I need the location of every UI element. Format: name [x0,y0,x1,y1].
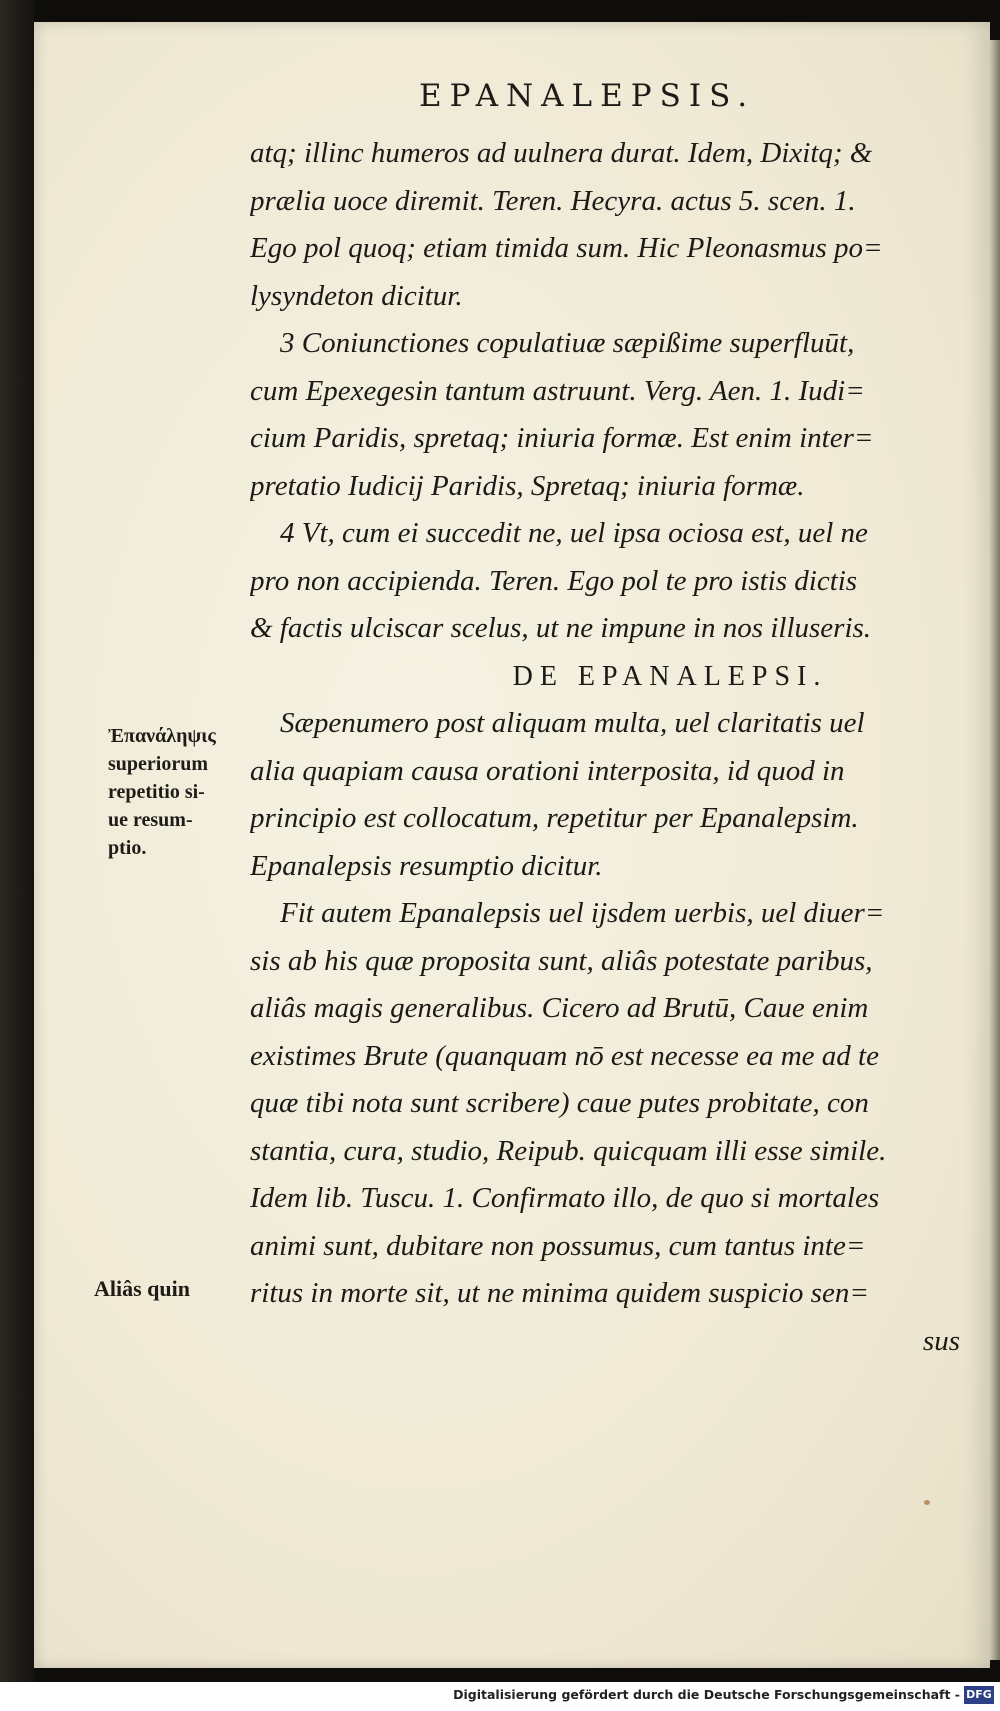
text-line: lysyndeton dicitur. [250,279,463,312]
text-line: 4 Vt, cum ei succedit ne, uel ipsa ociosa est, uel ne [280,517,868,549]
section-heading: DE EPANALEPSI. [512,660,828,692]
dfg-logo: DFG [964,1686,994,1704]
text-line: existimes Brute (quanquam nō est necesse ea me ad te [250,1039,879,1072]
text-line: pretatio Iudicij Paridis, Spretaq; iniuria formæ. [250,469,805,502]
paper-speck [924,1500,930,1505]
margin-alias: Aliâs quin [94,1276,190,1301]
margin-note [108,722,258,862]
text-line: Epanalepsis resumptio dicitur. [250,849,603,882]
text-line: Sæpenumero post aliquam multa, uel claritatis uel [280,707,865,739]
text-line: aliâs magis generalibus. Cicero ad Brutū, Caue enim [250,992,869,1024]
text-line: principio est collocatum, repetitur per Epanalepsim. [250,802,859,834]
footer-credit: Digitalisierung gefördert durch die Deutsche Forschungsgemeinschaft - [453,1687,960,1702]
text-line: Idem lib. Tuscu. 1. Confirmato illo, de quo si mortales [250,1182,880,1214]
text-line: & factis ulciscar scelus, ut ne impune in nos illuseris. [250,612,872,644]
text-line: 3 Coniunctiones copulatiuæ sæpißime superfluūt, [280,327,855,359]
text-line: sis ab his quæ proposita sunt, aliâs potestate paribus, [250,944,873,977]
text-line: cium Paridis, spretaq; iniuria formæ. Est enim inter= [250,422,874,454]
margin-note-line: repetitio si- [108,781,205,803]
margin-note-line: ue resum- [108,809,193,831]
text-line: stantia, cura, studio, Reipub. quicquam illi esse simile. [250,1134,887,1167]
book-spine [0,0,34,1711]
running-head: EPANALEPSIS. [419,78,756,114]
text-line: Fit autem Epanalepsis uel ijsdem uerbis, uel diuer= [280,897,885,929]
text-line: Ego pol quoq; etiam timida sum. Hic Pleonasmus po= [250,232,883,264]
text-line: pro non accipienda. Teren. Ego pol te pro istis dictis [250,564,858,597]
catchword: sus [922,1324,960,1357]
text-line: cum Epexegesin tantum astruunt. Verg. Aen. 1. Iudi= [250,374,865,407]
margin-note-line: ptio. [108,837,147,859]
text-line: atq; illinc humeros ad uulnera durat. Idem, Dixitq; & [250,137,873,169]
text-line: alia quapiam causa orationi interposita, id quod in [250,754,845,787]
footer-bar [0,1682,1000,1711]
page-edge [990,40,1000,1660]
text-line: quæ tibi nota sunt scribere) caue putes probitate, con [250,1087,869,1119]
text-line: prælia uoce diremit. Teren. Hecyra. actus 5. scen. 1. [250,184,856,217]
text-line: ritus in morte sit, ut ne minima quidem suspicio sen= [250,1277,869,1309]
margin-note-line: superiorum [108,753,208,775]
body-text [250,130,960,1365]
text-line: animi sunt, dubitare non possumus, cum tantus inte= [250,1229,866,1262]
margin-note-line: Ἐπανάληψις [108,725,216,747]
